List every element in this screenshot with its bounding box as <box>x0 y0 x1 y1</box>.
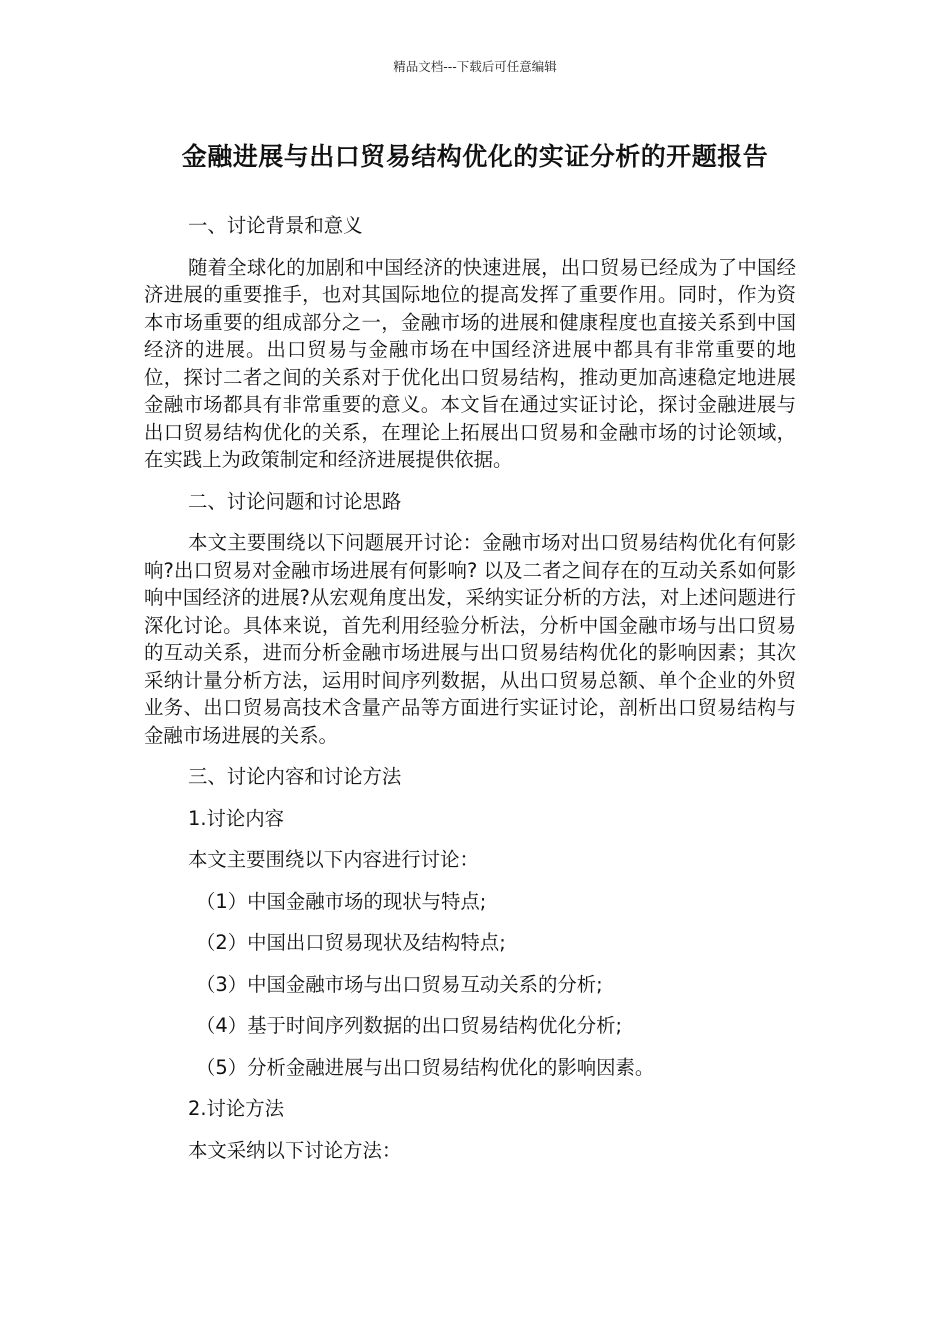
page-header: 精品文档---下载后可任意编辑 <box>393 59 557 74</box>
list-item: （1）中国金融市场的现状与特点; <box>196 889 487 913</box>
paragraph-background: 随着全球化的加剧和中国经济的快速进展，出口贸易已经成为了中国经济进展的重要推手，也对其国际地位的提高发挥了重要作用。同时，作为资本市场重要的组成部分之一，金融市场的进展和健康程度也直接关系到中国经济的进展。出口贸易与金融市场在中国经济进展中都具有非常重要的地位，探讨二者之间的关系对于优化出口贸易结构，推动更加高速稳定地进展金融市场都具有非常重要的意义。本文旨在通过实证讨论，探讨金融进展与出口贸易结构优化的关系，在理论上拓展出口贸易和金融市场的讨论领域，在实践上为政策制定和经济进展提供依据。 <box>144 255 796 471</box>
subheading-content: 1.讨论内容 <box>188 806 285 830</box>
content-intro: 本文主要围绕以下内容进行讨论： <box>188 848 479 871</box>
section-heading-content-methods: 三、讨论内容和讨论方法 <box>188 765 402 788</box>
section-heading-background: 一、讨论背景和意义 <box>188 214 363 237</box>
subheading-methods: 2.讨论方法 <box>188 1097 285 1120</box>
list-item: （2）中国出口贸易现状及结构特点; <box>196 931 506 954</box>
list-item: （3）中国金融市场与出口贸易互动关系的分析; <box>196 972 603 996</box>
section-heading-questions: 二、讨论问题和讨论思路 <box>188 489 402 513</box>
methods-intro: 本文采纳以下讨论方法： <box>188 1138 402 1162</box>
paragraph-questions: 本文主要围绕以下问题展开讨论：金融市场对出口贸易结构优化有何影响?出口贸易对金融市场进展有何影响? 以及二者之间存在的互动关系如何影响中国经济的进展?从宏观角度出发，采纳实证分析的方法，对上述问题进行深化讨论。具体来说，首先利用经验分析法，分析中国金融市场与出口贸易的互动关系，进而分析金融市场进展与出口贸易结构优化的影响因素；其次采纳计量分析方法，运用时间序列数据，从出口贸易总额、单个企业的外贸业务、出口贸易高技术含量产品等方面进行实证讨论，剖析出口贸易结构与金融市场进展的关系。 <box>144 531 796 747</box>
list-item: （5）分析金融进展与出口贸易结构优化的影响因素。 <box>196 1055 655 1079</box>
document-title: 金融进展与出口贸易结构优化的实证分析的开题报告 <box>181 142 769 171</box>
list-item: （4）基于时间序列数据的出口贸易结构优化分析; <box>196 1014 623 1037</box>
document-body <box>144 212 796 1178</box>
